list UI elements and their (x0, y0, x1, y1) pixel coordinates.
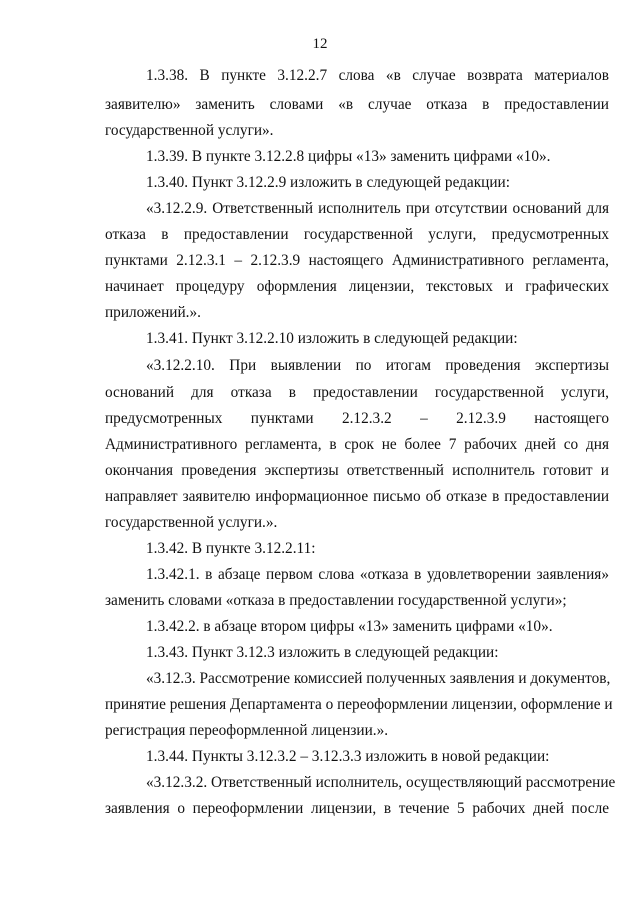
text-line: 1.3.43. Пункт 3.12.3 изложить в следующей редакции: (146, 644, 499, 661)
text-line: заявителю» заменить словами «в случае отказа в предоставлении (105, 96, 609, 113)
text-line: 1.3.42.2. в абзаце втором цифры «13» заменить цифрами «10». (146, 618, 553, 635)
text-line: 1.3.44. Пункты 3.12.3.2 – 3.12.3.3 изложить в новой редакции: (146, 748, 550, 765)
text-line: 1.3.41. Пункт 3.12.2.10 изложить в следующей редакции: (146, 330, 518, 347)
text-line: 1.3.38. В пункте 3.12.2.7 слова «в случае возврата материалов (146, 67, 609, 84)
text-line: государственной услуги.». (105, 514, 278, 531)
text-line: направляет заявителю информационное письмо об отказе в предоставлении (105, 488, 609, 505)
text-line: «3.12.2.10. При выявлении по итогам проведения экспертизы (146, 357, 609, 374)
text-line: начинает процедуру оформления лицензии, текстовых и графических (105, 278, 609, 295)
text-line: отказа в предоставлении государственной услуги, предусмотренных (105, 226, 609, 243)
text-line: приложений.». (105, 304, 201, 321)
text-line: 1.3.42. В пункте 3.12.2.11: (146, 540, 316, 557)
text-line: 1.3.42.1. в абзаце первом слова «отказа в удовлетворении заявления» (146, 566, 609, 583)
text-line: Административного регламента, в срок не более 7 рабочих дней со дня (105, 436, 609, 453)
text-line: государственной услуги». (105, 122, 274, 139)
text-line: «3.12.3.2. Ответственный исполнитель, осуществляющий рассмотрение (146, 774, 616, 791)
text-line: окончания проведения экспертизы ответственный исполнитель готовит и (105, 462, 609, 479)
text-line: 1.3.39. В пункте 3.12.2.8 цифры «13» заменить цифрами «10». (146, 148, 551, 165)
text-line: оснований для отказа в предоставлении государственной услуги, (105, 384, 609, 401)
text-line: «3.12.2.9. Ответственный исполнитель при отсутствии оснований для (146, 200, 609, 217)
text-line: 1.3.40. Пункт 3.12.2.9 изложить в следующей редакции: (146, 174, 510, 191)
text-line: предусмотренных пунктами 2.12.3.2 – 2.12.3.9 настоящего (105, 410, 609, 427)
text-line: «3.12.3. Рассмотрение комиссией полученных заявления и документов, (146, 670, 611, 687)
text-line: заявления о переоформлении лицензии, в течение 5 рабочих дней после (105, 800, 609, 817)
text-line: принятие решения Департамента о переоформлении лицензии, оформление и (105, 696, 613, 713)
page-number: 12 (312, 36, 328, 52)
text-line: заменить словами «отказа в предоставлении государственной услуги»; (105, 592, 567, 609)
text-line: регистрация переоформленной лицензии.». (105, 722, 389, 739)
text-line: пунктами 2.12.3.1 – 2.12.3.9 настоящего Административного регламента, (105, 252, 609, 269)
